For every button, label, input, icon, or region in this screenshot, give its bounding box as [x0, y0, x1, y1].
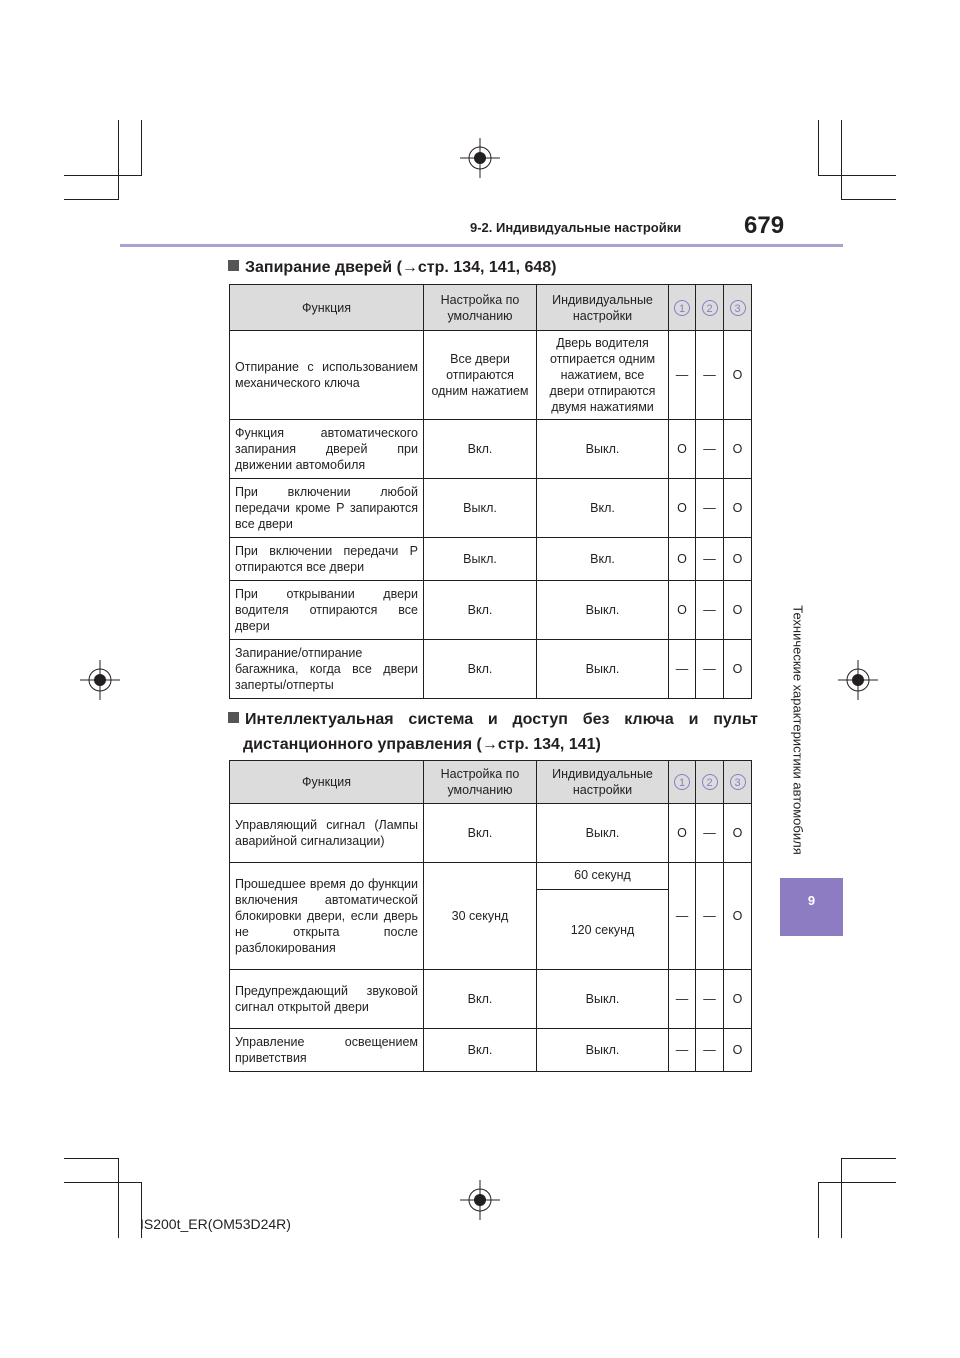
crop-mark: [841, 1158, 896, 1159]
column-header: [724, 285, 752, 331]
number-1-icon: 1: [674, 774, 690, 790]
section1-title: Запирание дверей (→стр. 134, 141, 648): [228, 255, 758, 280]
mode-1-cell: —: [669, 1029, 696, 1072]
column-header: [696, 285, 724, 331]
default-cell: 30 секунд: [424, 863, 537, 970]
column-header: Индивидуальные настройки: [537, 761, 669, 804]
crop-mark: [818, 175, 896, 176]
door-lock-settings-table: [229, 284, 752, 699]
mode-2-cell: —: [696, 1029, 724, 1072]
custom-cell: 60 секунд: [537, 863, 669, 890]
column-header: Настройка по умолчанию: [424, 285, 537, 331]
crop-mark: [118, 1158, 119, 1238]
crop-mark: [118, 120, 119, 200]
mode-1-cell: —: [669, 970, 696, 1029]
mode-3-cell: O: [724, 331, 752, 420]
number-1-icon: 1: [674, 300, 690, 316]
custom-cell: Вкл.: [537, 538, 669, 581]
column-header: Индивидуальные настройки: [537, 285, 669, 331]
table-header-row: [230, 761, 752, 804]
function-cell: Управляющий сигнал (Лампы аварийной сигнализации): [230, 804, 424, 863]
function-cell: Запирание/отпирание багажника, когда все двери заперты/отперты: [230, 640, 424, 699]
header-divider: [120, 244, 843, 247]
function-cell: Отпирание с использованием механического ключа: [230, 331, 424, 420]
mode-1-cell: O: [669, 804, 696, 863]
table-row: [230, 581, 752, 640]
column-header: [669, 285, 696, 331]
default-cell: Вкл.: [424, 970, 537, 1029]
custom-cell: Выкл.: [537, 804, 669, 863]
default-cell: Вкл.: [424, 804, 537, 863]
crop-mark: [818, 120, 819, 176]
mode-2-cell: —: [696, 420, 724, 479]
custom-cell: Выкл.: [537, 970, 669, 1029]
crop-mark: [141, 120, 142, 176]
registration-mark-icon: [838, 660, 878, 700]
function-cell: При включении любой передачи кроме P запираются все двери: [230, 479, 424, 538]
number-2-icon: 2: [702, 774, 718, 790]
mode-2-cell: —: [696, 479, 724, 538]
mode-2-cell: —: [696, 581, 724, 640]
crop-mark: [64, 175, 142, 176]
mode-1-cell: O: [669, 581, 696, 640]
function-cell: Функция автоматического запирания дверей при движении автомобиля: [230, 420, 424, 479]
crop-mark: [64, 1158, 119, 1159]
mode-3-cell: O: [724, 420, 752, 479]
mode-2-cell: —: [696, 538, 724, 581]
function-cell: При открывании двери водителя отпираются все двери: [230, 581, 424, 640]
column-header: Функция: [230, 285, 424, 331]
number-3-icon: 3: [730, 300, 746, 316]
square-bullet-icon: [228, 712, 239, 723]
mode-2-cell: —: [696, 863, 724, 970]
custom-cell: Выкл.: [537, 581, 669, 640]
chapter-number: 9: [807, 893, 816, 908]
registration-mark-icon: [460, 138, 500, 178]
table-row: [230, 1029, 752, 1072]
crop-mark: [64, 199, 119, 200]
default-cell: Вкл.: [424, 581, 537, 640]
number-3-icon: 3: [730, 774, 746, 790]
function-cell: Предупреждающий звуковой сигнал открытой двери: [230, 970, 424, 1029]
table-row: [230, 479, 752, 538]
mode-3-cell: O: [724, 538, 752, 581]
document-code: IS200t_ER(OM53D24R): [140, 1216, 291, 1232]
default-cell: Вкл.: [424, 420, 537, 479]
default-cell: Все двери отпираются одним нажатием: [424, 331, 537, 420]
number-2-icon: 2: [702, 300, 718, 316]
table-row: [230, 970, 752, 1029]
default-cell: Вкл.: [424, 640, 537, 699]
arrow-icon: →: [401, 259, 418, 276]
crop-mark: [64, 1182, 142, 1183]
crop-mark: [841, 199, 896, 200]
default-cell: Выкл.: [424, 479, 537, 538]
mode-2-cell: —: [696, 331, 724, 420]
mode-1-cell: —: [669, 863, 696, 970]
column-header: [696, 761, 724, 804]
table-row: [230, 538, 752, 581]
crop-mark: [841, 120, 842, 200]
column-header: Настройка по умолчанию: [424, 761, 537, 804]
column-header: [669, 761, 696, 804]
column-header: [724, 761, 752, 804]
mode-1-cell: —: [669, 640, 696, 699]
square-bullet-icon: [228, 260, 239, 271]
section2-title-line1: Интеллектуальная система и доступ без ключа и пульт: [228, 707, 758, 732]
registration-mark-icon: [80, 660, 120, 700]
column-header: Функция: [230, 761, 424, 804]
mode-2-cell: —: [696, 640, 724, 699]
table-row: [230, 420, 752, 479]
crop-mark: [818, 1182, 819, 1238]
mode-3-cell: O: [724, 804, 752, 863]
function-cell: Прошедшее время до функции включения автоматической блокировки двери, если дверь не открыта после разблокирования: [230, 863, 424, 970]
mode-3-cell: O: [724, 479, 752, 538]
mode-3-cell: O: [724, 1029, 752, 1072]
mode-1-cell: —: [669, 331, 696, 420]
chapter-side-label-text: Технические характеристики автомобиля: [790, 605, 806, 855]
section-heading: 9-2. Индивидуальные настройки: [470, 220, 682, 235]
custom-cell: Выкл.: [537, 1029, 669, 1072]
custom-cell: Вкл.: [537, 479, 669, 538]
table-header-row: [230, 285, 752, 331]
crop-mark: [841, 1158, 842, 1238]
mode-3-cell: O: [724, 640, 752, 699]
mode-3-cell: O: [724, 581, 752, 640]
custom-cell: Выкл.: [537, 420, 669, 479]
function-cell: Управление освещением приветствия: [230, 1029, 424, 1072]
default-cell: Вкл.: [424, 1029, 537, 1072]
section2-title: [228, 707, 758, 757]
section2-title-line2: дистанционного управления (→стр. 134, 141): [243, 736, 601, 753]
custom-cell: 120 секунд: [537, 890, 669, 970]
mode-1-cell: O: [669, 479, 696, 538]
custom-cell: Выкл.: [537, 640, 669, 699]
mode-3-cell: O: [724, 863, 752, 970]
default-cell: Выкл.: [424, 538, 537, 581]
page-number: 679: [744, 212, 785, 239]
custom-cell: Дверь водителя отпирается одним нажатием, все двери отпираются двумя нажатиями: [537, 331, 669, 420]
mode-3-cell: O: [724, 970, 752, 1029]
mode-1-cell: O: [669, 420, 696, 479]
mode-1-cell: O: [669, 538, 696, 581]
chapter-side-label: [786, 590, 810, 870]
table-row: [230, 331, 752, 420]
table-row: [230, 804, 752, 863]
function-cell: При включении передачи P отпираются все двери: [230, 538, 424, 581]
crop-mark: [818, 1182, 896, 1183]
mode-2-cell: —: [696, 970, 724, 1029]
smart-entry-settings-table: [229, 760, 752, 1072]
table-row: [230, 863, 752, 890]
mode-2-cell: —: [696, 804, 724, 863]
arrow-icon: →: [481, 736, 498, 753]
table-row: [230, 640, 752, 699]
registration-mark-icon: [460, 1180, 500, 1220]
